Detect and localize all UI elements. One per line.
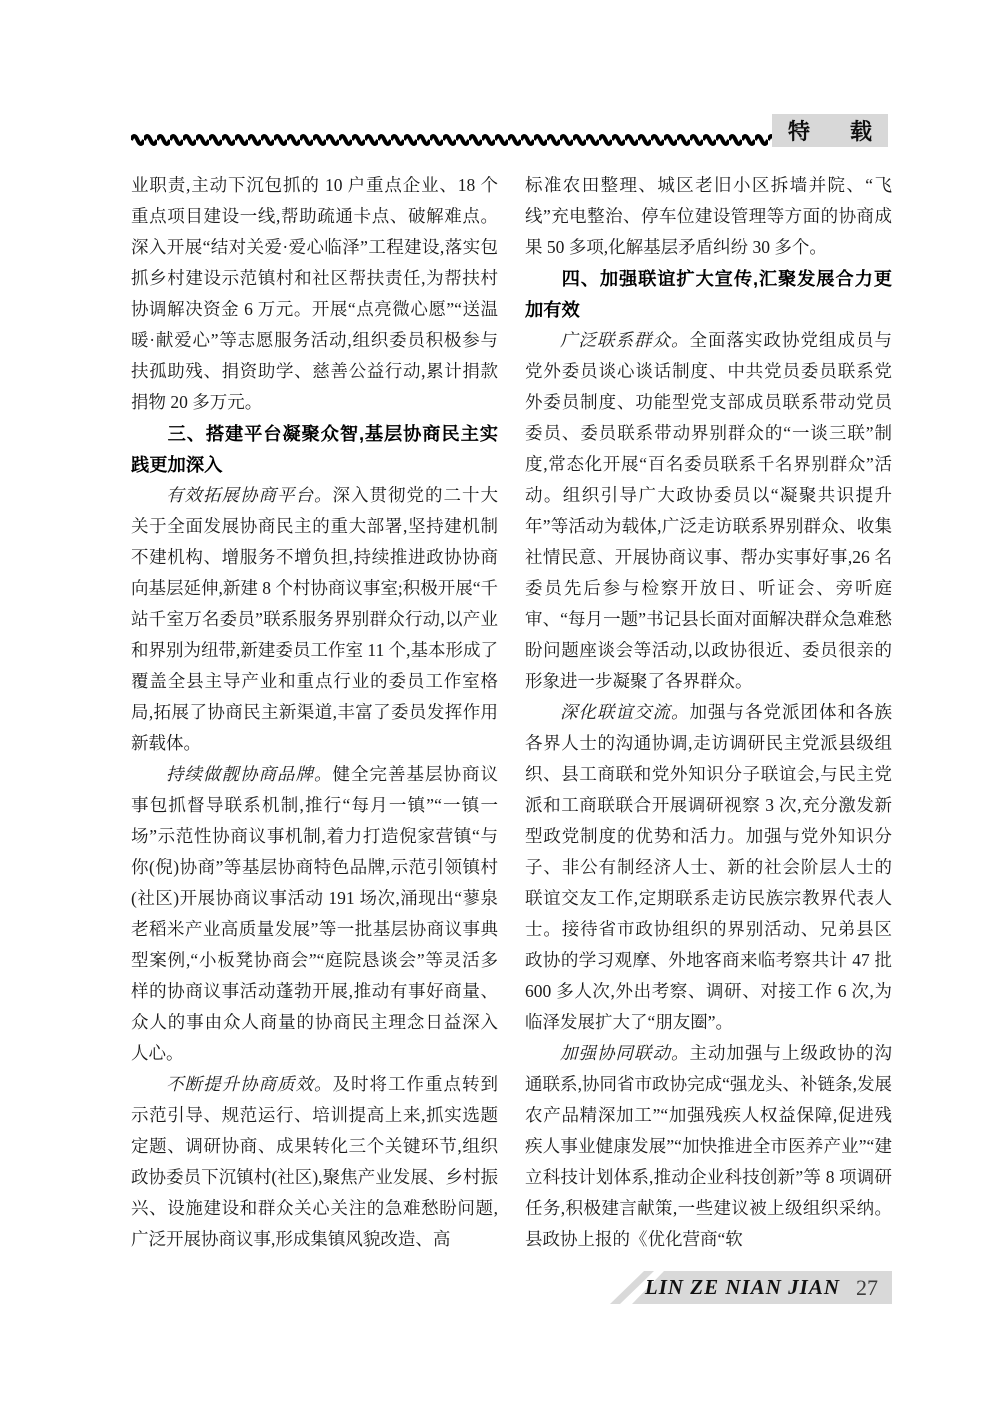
paragraph-text: 加强与各党派团体和各族各界人士的沟通协调,走访调研民主党派县级组织、县工商联和党外知识分子联谊会,与民主党派和工商联联合开展调研视察 3 次,充分激发新型政党制度的优势和活力。加强与党外知识分子、非公有制经济人士、新的社会阶层人士的联谊交友工作,定期联系走访民族宗教界代表人士。接待省市政协组织的界别活动、兄弟县区政协的学习观摩、外地客商来临考察共计 47 批 600 多人次,外出考察、调研、对接工作 6 次,为临泽发展扩大了“朋友圈”。 — [525, 702, 892, 1032]
paragraph-lead: 深化联谊交流。 — [560, 702, 690, 722]
paragraph-lead: 持续做靓协商品牌。 — [166, 764, 333, 784]
yearbook-brand: LIN ZE NIAN JIAN — [644, 1275, 840, 1299]
paragraph-continuation: 业职责,主动下沉包抓的 10 户重点企业、18 个重点项目建设一线,帮助疏通卡点、破解难点。深入开展“结对关爱·爱心临泽”工程建设,落实包抓乡村建设示范镇村和社区帮扶责任,为帮扶村协调解决资金 6 万元。开展“点亮微心愿”“送温暖·献爱心”等志愿服务活动,组织委员积极参与扶孤助残、捐资助学、慈善公益行动,累计捐款捐物 20 多万元。 — [131, 175, 498, 412]
section-tag: 特 载 — [772, 114, 888, 147]
footer-content — [600, 1271, 892, 1304]
paragraph-lead: 有效拓展协商平台。 — [166, 485, 333, 505]
paragraph-text: 全面落实政协党组成员与党外委员谈心谈话制度、中共党员委员联系党外委员制度、功能型党支部成员联系带动党员委员、委员联系带动界别群众的“一谈三联”制度,常态化开展“百名委员联系千名界别群众”活动。组织引导广大政协委员以“凝聚共识提升年”等活动为载体,广泛走访联系界别群众、收集社情民意、开展协商议事、帮办实事好事,26 名委员先后参与检察开放日、听证会、旁听庭审、“每月一题”书记县长面对面解决群众急难愁盼问题座谈会等活动,以政协很近、委员很亲的形象进一步凝聚了各界群众。 — [525, 330, 892, 691]
paragraph-lead: 广泛联系群众。 — [560, 330, 690, 350]
paragraph — [131, 1069, 498, 1255]
paragraph-lead: 加强协同联动。 — [560, 1043, 690, 1063]
paragraph-text: 主动加强与上级政协的沟通联系,协同省市政协完成“强龙头、补链条,发展农产品精深加工”“加强残疾人权益保障,促进残疾人事业健康发展”“加快推进全市医养产业”“建立科技计划体系,推动企业科技创新”等 8 项调研任务,积极建言献策,一些建议被上级组织采纳。县政协上报的《优化营商“软 — [525, 1043, 892, 1249]
paragraph — [525, 697, 892, 1038]
paragraph — [131, 759, 498, 1069]
section-heading-3: 三、搭建平台凝聚众智,基层协商民主实践更加深入 — [131, 423, 498, 475]
paragraph-text: 健全完善基层协商议事包抓督导联系机制,推行“每月一镇”“一镇一场”示范性协商议事机制,着力打造倪家营镇“与你(倪)协商”等基层协商特色品牌,示范引领镇村(社区)开展协商议事活动 191 场次,涌现出“蓼泉老稻米产业高质量发展”等一批基层协商议事典型案例,“小板凳协商会”“庭院恳谈会”等灵活多样的协商议事活动蓬勃开展,推动有事好商量、众人的事由众人商量的协商民主理念日益深入人心。 — [131, 764, 498, 1063]
wave-rule-decoration — [131, 133, 773, 147]
paragraph-text: 深入贯彻党的二十大关于全面发展协商民主的重大部署,坚持建机制不建机构、增服务不增负担,持续推进政协协商向基层延伸,新建 8 个村协商议事室;积极开展“千站千室万名委员”联系服务界别群众行动,以产业和界别为纽带,新建委员工作室 11 个,基本形成了覆盖全县主导产业和重点行业的委员工作室格局,拓展了协商民主新渠道,丰富了委员发挥作用新载体。 — [131, 485, 499, 753]
paragraph — [525, 325, 892, 697]
page-number: 27 — [856, 1274, 878, 1300]
paragraph-text: 及时将工作重点转到示范引导、规范运行、培训提高上来,抓实选题定题、调研协商、成果转化三个关键环节,组织政协委员下沉镇村(社区),聚焦产业发展、乡村振兴、设施建设和群众关心关注的急难愁盼问题,广泛开展协商议事,形成集镇风貌改造、高 — [131, 1074, 498, 1249]
text-columns — [131, 170, 892, 1255]
paragraph-continuation: 标准农田整理、城区老旧小区拆墙并院、“飞线”充电整治、停车位建设管理等方面的协商成果 50 多项,化解基层矛盾纠纷 30 多个。 — [525, 175, 892, 257]
footer-banner — [600, 1271, 892, 1304]
paragraph — [131, 480, 498, 759]
section-heading-4: 四、加强联谊扩大宣传,汇聚发展合力更加有效 — [525, 268, 892, 320]
paragraph-lead: 不断提升协商质效。 — [166, 1074, 333, 1094]
right-column — [525, 170, 892, 1255]
left-column — [131, 170, 498, 1255]
paragraph — [525, 1038, 892, 1255]
